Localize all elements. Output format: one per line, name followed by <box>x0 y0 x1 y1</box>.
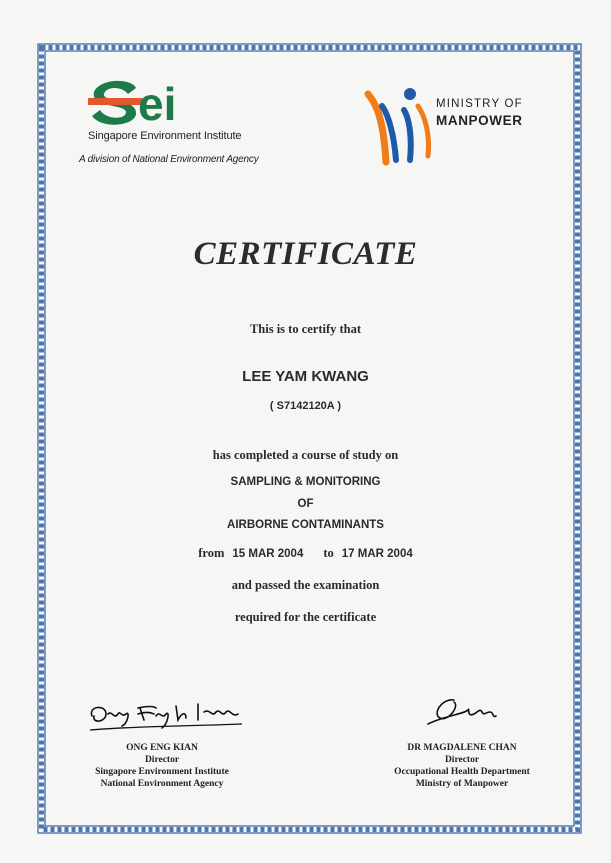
signature-magdalene-chan-icon <box>424 694 504 730</box>
signatory-left-title: Director <box>144 755 180 765</box>
svg-text:ei: ei <box>138 78 177 130</box>
completed-text: has completed a course of study on <box>212 448 399 462</box>
required-text: required for the certificate <box>234 610 377 624</box>
passed-text: and passed the examination <box>231 578 380 592</box>
start-date: 15 MAR 2004 <box>232 548 304 560</box>
course-line-1: SAMPLING & MONITORING <box>230 476 381 488</box>
signatory-left-name: ONG ENG KIAN <box>126 743 198 753</box>
certify-intro: This is to certify that <box>249 322 362 336</box>
signatory-right-org1: Occupational Health Department <box>394 767 530 777</box>
signatory-right-org2: Ministry of Manpower <box>415 779 509 789</box>
recipient-name: LEE YAM KWANG <box>242 368 369 385</box>
signatory-left-org1: Singapore Environment Institute <box>95 767 229 777</box>
from-label: from <box>198 546 225 560</box>
signatory-right-name: DR MAGDALENE CHAN <box>407 743 517 753</box>
signature-ong-eng-kian-icon <box>86 692 246 734</box>
signatory-right-title: Director <box>444 755 480 765</box>
certificate-title: CERTIFICATE <box>193 236 418 272</box>
signatory-left <box>52 742 272 790</box>
to-label: to <box>323 546 334 560</box>
signatory-right <box>352 742 572 790</box>
signatory-left-org2: National Environment Agency <box>100 779 224 789</box>
end-date: 17 MAR 2004 <box>341 548 413 560</box>
date-range <box>0 544 611 562</box>
recipient-id: ( S7142120A ) <box>269 400 342 412</box>
mom-title-line1: MINISTRY OF <box>436 98 523 110</box>
mom-title-line2: MANPOWER <box>436 113 523 128</box>
course-line-2: OF <box>297 498 314 510</box>
sei-name: Singapore Environment Institute <box>88 130 242 142</box>
sei-division: A division of National Environment Agency <box>79 154 259 165</box>
mom-logo-icon <box>360 80 440 170</box>
course-line-3: AIRBORNE CONTAMINANTS <box>227 519 384 531</box>
